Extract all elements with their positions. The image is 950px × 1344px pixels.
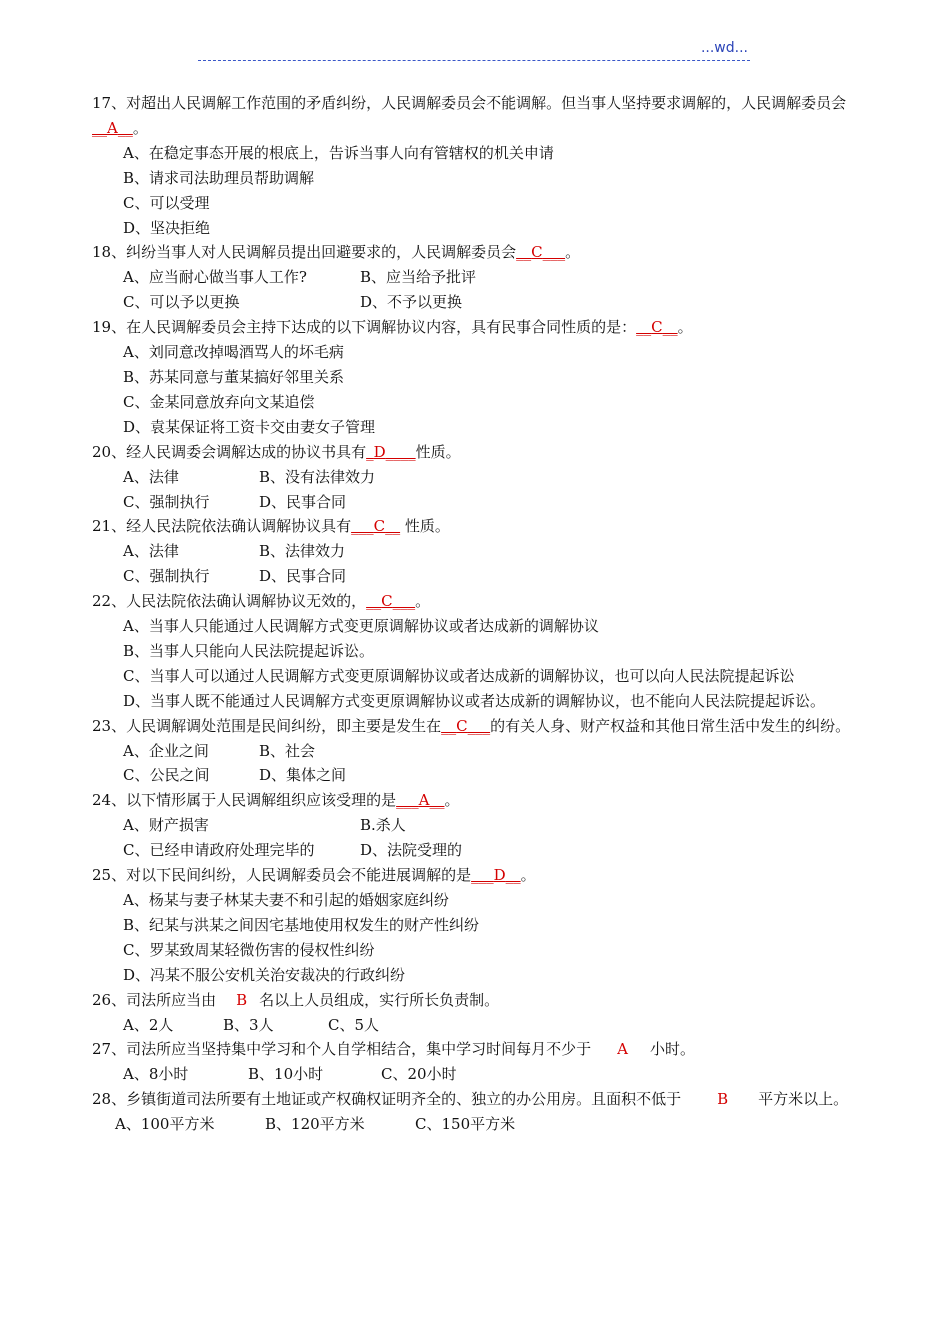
option: C、150平方米 [415,1115,516,1134]
option-row [92,1112,860,1137]
option-row [92,465,860,490]
answer-blank: ___C__ [351,517,401,536]
answer-blank: A [617,1040,628,1059]
option: C、可以受理 [123,193,210,212]
question-stem: 17、对超出人民调解工作范围的矛盾纠纷，人民调解委员会不能调解。但当事人坚持要求调解的，人民调解委员会__A__。 [92,94,847,137]
option: D、冯某不服公安机关治安裁决的行政纠纷 [123,965,406,984]
answer-blank: __C__ [636,318,678,337]
option: C、当事人可以通过人民调解方式变更原调解协议或者达成新的调解协议，也可以向人民法院提起诉讼 [123,666,795,685]
question-stem: 27、司法所应当坚持集中学习和个人自学相结合，集中学习时间每月不少于 A 小时。 [92,1040,695,1059]
question-25 [92,863,860,988]
option: A、企业之间 [123,741,209,760]
question-22 [92,589,860,714]
option: B.杀人 [360,816,406,835]
option: C、强制执行 [123,492,210,511]
option-row [92,490,860,515]
option-row [92,539,860,564]
question-19 [92,315,860,440]
option: D、不予以更换 [360,293,463,312]
option: B、法律效力 [259,542,346,561]
option: D、法院受理的 [360,841,463,860]
option: D、坚决拒绝 [123,218,211,237]
option-row [92,265,860,290]
option: C、金某同意放弃向文某追偿 [123,392,315,411]
option: A、应当耐心做当事人工作? [123,268,307,287]
option: B、3人 [223,1015,274,1034]
option: A、2人 [123,1015,174,1034]
option: A、财产损害 [123,816,209,835]
question-stem: 19、在人民调解委员会主持下达成的以下调解协议内容，具有民事合同性质的是：__C__。 [92,318,693,337]
option: C、已经申请政府处理完毕的 [123,841,315,860]
option: B、苏某同意与董某搞好邻里关系 [123,367,345,386]
answer-blank: __C___ [441,716,491,735]
option: D、集体之间 [259,766,347,785]
question-23 [92,714,860,789]
option: A、在稳定事态开展的根底上，告诉当事人向有管辖权的机关申请 [123,143,554,162]
option: B、请求司法助理员帮助调解 [123,168,315,187]
option: A、法律 [123,467,179,486]
question-20 [92,440,860,515]
question-21 [92,514,860,589]
answer-blank: __A__ [92,118,133,137]
question-stem: 26、司法所应当由 B 名以上人员组成，实行所长负责制。 [92,990,500,1009]
question-stem: 24、以下情形属于人民调解组织应该受理的是___A__。 [92,791,460,810]
question-17 [92,91,860,240]
answer-blank: __C___ [516,243,566,262]
option-row [92,838,860,863]
option: C、可以予以更换 [123,293,240,312]
option: C、公民之间 [123,766,210,785]
option: B、120平方米 [265,1115,365,1134]
answer-blank: _D____ [366,442,416,461]
question-list [92,91,860,1137]
option: D、民事合同 [259,567,347,586]
option-row [92,813,860,838]
option: A、100平方米 [115,1115,215,1134]
question-stem: 25、对以下民间纠纷，人民调解委员会不能进展调解的是___D__。 [92,866,536,885]
option: B、当事人只能向人民法院提起诉讼。 [123,641,375,660]
answer-blank: __C___ [366,592,416,611]
option: D、当事人既不能通过人民调解方式变更原调解协议或者达成新的调解协议，也不能向人民法院提起诉讼。 [123,691,826,710]
option-row [92,1062,860,1087]
question-27 [92,1037,860,1087]
question-18 [92,240,860,315]
option-row [92,564,860,589]
option: A、刘同意改掉喝酒骂人的坏毛病 [123,343,344,362]
option: D、民事合同 [259,492,347,511]
header-mark: ...wd... [700,40,748,56]
option: A、法律 [123,542,179,561]
option-row [92,1013,860,1038]
question-stem: 23、人民调解调处范围是民间纠纷，即主要是发生在__C___的有关人身、财产权益和其他日常生活中发生的纠纷。 [92,716,851,735]
option: B、纪某与洪某之间因宅基地使用权发生的财产性纠纷 [123,915,480,934]
option-row [92,290,860,315]
option-row [92,739,860,764]
question-stem: 22、人民法院依法确认调解协议无效的，__C___。 [92,592,431,611]
option: B、社会 [259,741,316,760]
option: C、强制执行 [123,567,210,586]
option: C、罗某致周某轻微伤害的侵权性纠纷 [123,940,375,959]
page-header [198,40,750,61]
option: A、8小时 [123,1065,189,1084]
answer-blank: ___D__ [471,866,521,885]
question-stem: 28、乡镇街道司法所要有土地证或产权确权证明齐全的、独立的办公用房。且面积不低于 B 平方米以上。 [92,1090,849,1109]
option: C、5人 [328,1015,380,1034]
option: B、应当给予批评 [360,268,477,287]
option: D、袁某保证将工资卡交由妻女子管理 [123,417,376,436]
question-stem: 18、纠纷当事人对人民调解员提出回避要求的，人民调解委员会__C___。 [92,243,581,262]
option: A、当事人只能通过人民调解方式变更原调解协议或者达成新的调解协议 [123,617,599,636]
answer-blank: B [717,1090,729,1109]
option-row [92,763,860,788]
option: B、10小时 [248,1065,324,1084]
question-stem: 20、经人民调委会调解达成的协议书具有_D____性质。 [92,442,461,461]
question-stem: 21、经人民法院依法确认调解协议具有___C__ 性质。 [92,517,450,536]
answer-blank: ___A__ [396,791,445,810]
question-26 [92,988,860,1038]
option: C、20小时 [381,1065,457,1084]
answer-blank: B [236,990,248,1009]
question-24 [92,788,860,863]
option: B、没有法律效力 [259,467,376,486]
option: A、杨某与妻子林某夫妻不和引起的婚姻家庭纠纷 [123,891,449,909]
question-28 [92,1087,860,1137]
